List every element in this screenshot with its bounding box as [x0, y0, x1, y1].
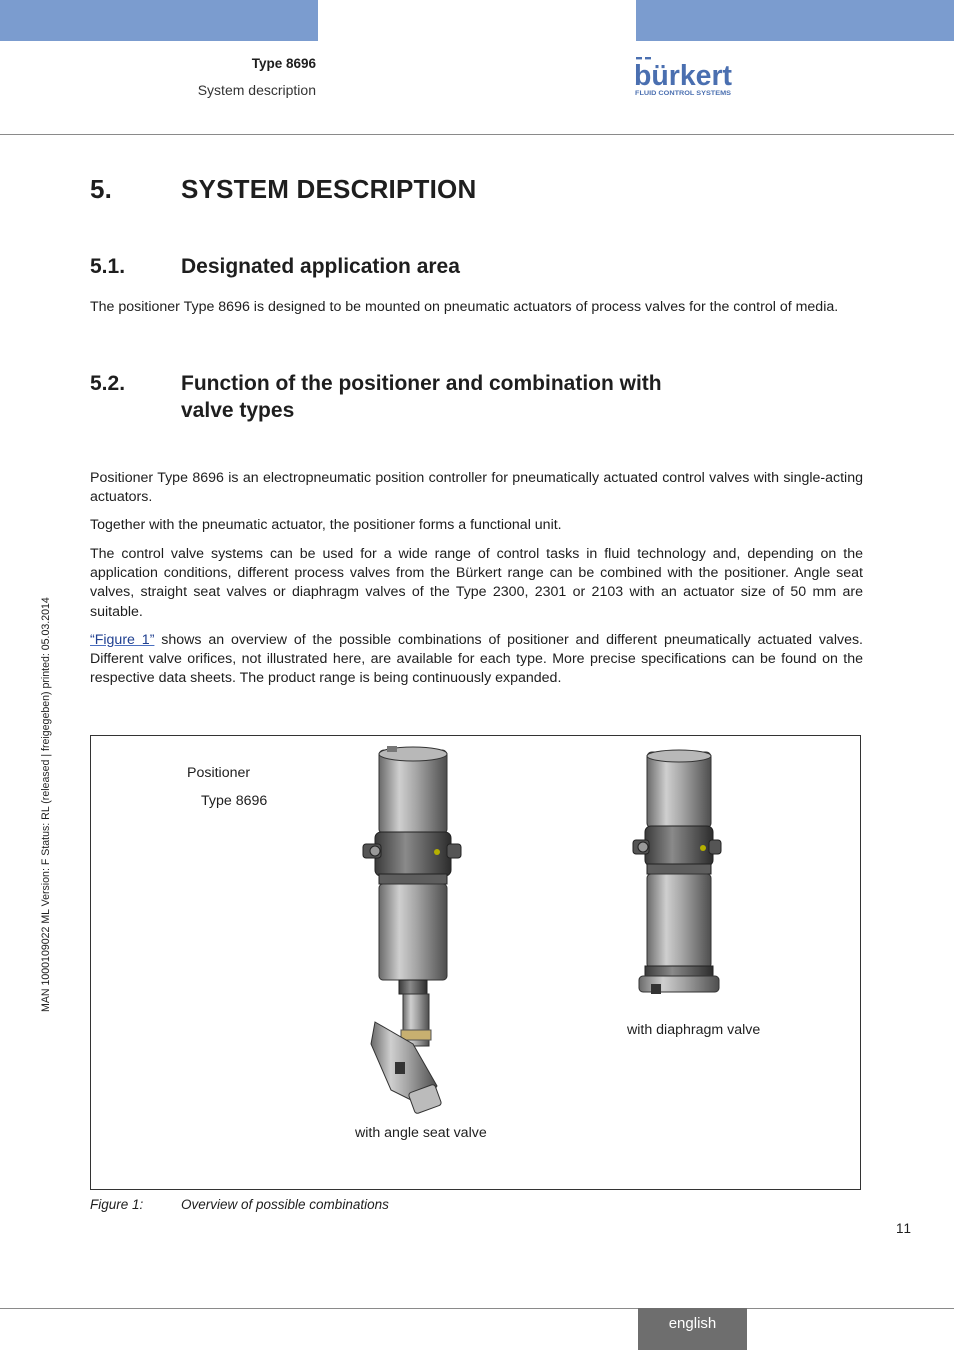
header-band-left: [0, 0, 318, 41]
figure-1-box: [90, 735, 861, 1190]
subsection-heading-5-1: [90, 255, 460, 279]
section-title: SYSTEM DESCRIPTION: [181, 174, 477, 204]
subsection-title: Designated application area: [181, 255, 460, 278]
subsection-heading-5-2: [90, 372, 662, 396]
paragraph-application-area: The positioner Type 8696 is designed to be mounted on pneumatic actuators of process valves for the control of media.: [90, 299, 839, 315]
document-subtitle: System description: [197, 82, 316, 98]
logo-wordmark: bürkert: [634, 60, 733, 92]
language-tab: english: [638, 1308, 747, 1350]
paragraph-function-3: The control valve systems can be used for a wide range of control tasks in fluid technology and, depending on the application conditions, different process valves from the Bürkert range can be combined with the positioner. Angle seat valves, straight seat valves or diaphragm valves of the Type 2300, 2301 or 2103 with an actuator size of 50 mm are suitable.: [90, 546, 863, 620]
subsection-number: 5.2.: [90, 372, 126, 395]
footer-rule: [0, 1308, 954, 1309]
paragraph-function-2: Together with the pneumatic actuator, the positioner forms a functional unit.: [90, 517, 562, 533]
burkert-logo: [634, 56, 734, 98]
logo-tagline: FLUID CONTROL SYSTEMS: [635, 90, 731, 97]
header-band-right: [636, 0, 954, 41]
figure-1-link[interactable]: “Figure 1”: [90, 632, 155, 648]
document-control-text: MAN 1000109022 ML Version: F Status: RL (released | freigegeben) printed: 05.03.2014: [40, 597, 52, 1012]
positioner-diaphragm-valve-illustration: [631, 748, 723, 1000]
figure-caption-number: Figure 1:: [90, 1197, 144, 1212]
paragraph-function-4: [90, 631, 863, 689]
label-diaphragm-valve: with diaphragm valve: [627, 1022, 761, 1038]
section-heading: [90, 174, 476, 205]
section-number: 5.: [90, 174, 113, 204]
subsection-number: 5.1.: [90, 255, 126, 278]
header-rule: [0, 134, 954, 135]
positioner-angle-seat-valve-illustration: [353, 744, 485, 1118]
figure-caption-text: Overview of possible combinations: [181, 1197, 389, 1212]
subsection-title-line1: Function of the positioner and combination with: [181, 372, 662, 395]
label-positioner: Positioner: [187, 765, 251, 781]
paragraph-function-4-text: shows an overview of the possible combinations of positioner and different pneumatically actuated valves. Different valve orifices, not illustrated here, are available for each type. More precise specifications can be found on the respective data sheets. The product range is being continuously expanded.: [90, 632, 863, 687]
label-angle-seat-valve: with angle seat valve: [355, 1125, 487, 1141]
page-number: 11: [896, 1221, 913, 1236]
label-type: Type 8696: [201, 793, 268, 809]
subsection-title-line2: valve types: [181, 399, 295, 422]
document-type: Type 8696: [251, 56, 316, 71]
paragraph-function-1: Positioner Type 8696 is an electropneumatic position controller for pneumatically actuated control valves with single-acting actuators.: [90, 470, 863, 506]
